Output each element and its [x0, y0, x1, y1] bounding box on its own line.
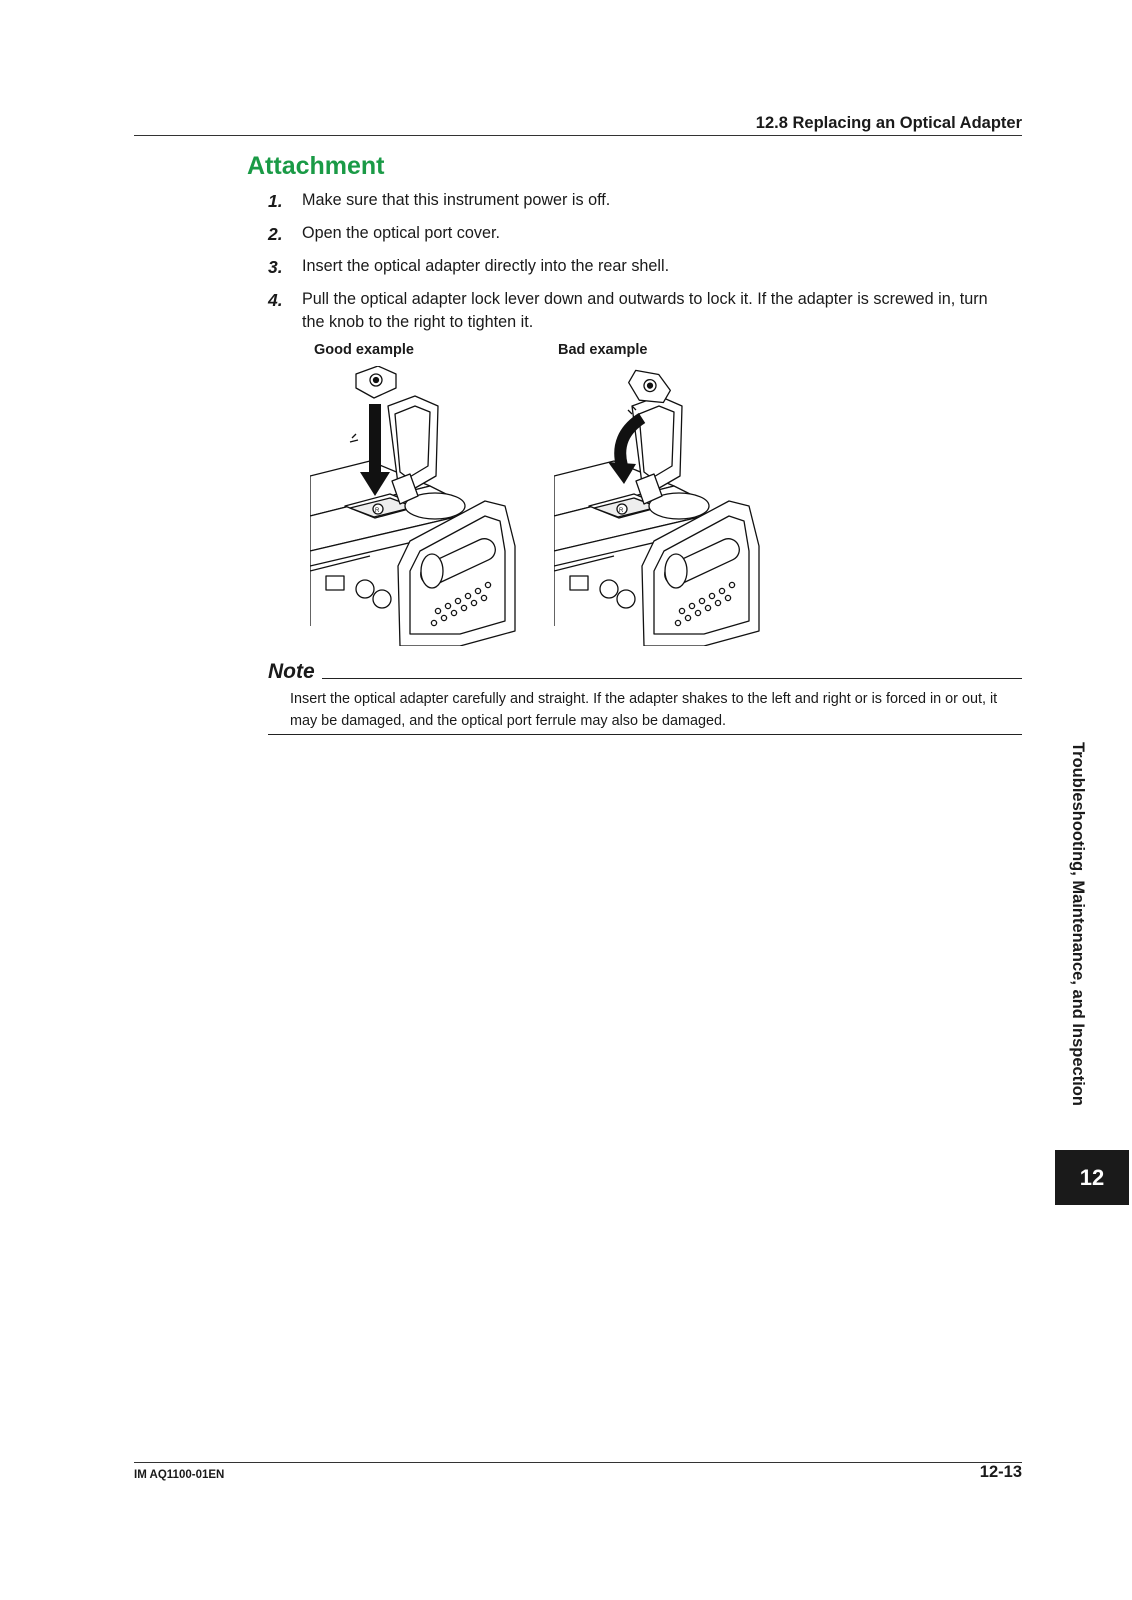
step-number: 1. — [268, 191, 283, 211]
section-heading: Attachment — [247, 152, 385, 180]
step-item — [268, 255, 1008, 278]
step-item — [268, 288, 1008, 334]
good-example-illustration — [310, 366, 525, 646]
step-text: Make sure that this instrument power is off. — [302, 191, 611, 209]
svg-text:R: R — [619, 508, 624, 514]
bad-example-illustration — [554, 366, 769, 646]
manual-id: IM AQ1100-01EN — [134, 1469, 225, 1481]
step-item — [268, 189, 1008, 212]
running-header: 12.8 Replacing an Optical Adapter — [755, 114, 1022, 132]
good-example-caption: Good example — [314, 342, 414, 358]
step-number: 2. — [268, 224, 283, 244]
bad-example-caption: Bad example — [558, 342, 648, 358]
header-rule — [134, 135, 1022, 136]
step-text: Insert the optical adapter directly into the rear shell. — [302, 257, 670, 275]
step-number: 4. — [268, 290, 283, 310]
chapter-side-tab: Troubleshooting, Maintenance, and Inspection — [1069, 742, 1087, 1106]
note-title: Note — [268, 660, 315, 683]
note-bottom-rule — [268, 734, 1022, 735]
note-top-rule — [322, 678, 1022, 679]
chapter-number-tab: 12 — [1055, 1150, 1129, 1205]
step-number: 3. — [268, 257, 283, 277]
step-text: Open the optical port cover. — [302, 224, 500, 242]
step-text: Pull the optical adapter lock lever down and outwards to lock it. If the adapter is screwed in, turn the knob to the right to tighten it. — [302, 290, 988, 331]
svg-text:R: R — [375, 508, 380, 514]
footer-rule — [134, 1462, 1022, 1463]
note-body: Insert the optical adapter carefully and straight. If the adapter shakes to the left and right or is forced in or out, it may be damaged, and the optical port ferrule may also be damaged. — [290, 691, 998, 729]
page-number: 12-13 — [979, 1463, 1022, 1481]
step-list — [268, 189, 1008, 344]
step-item — [268, 222, 1008, 245]
